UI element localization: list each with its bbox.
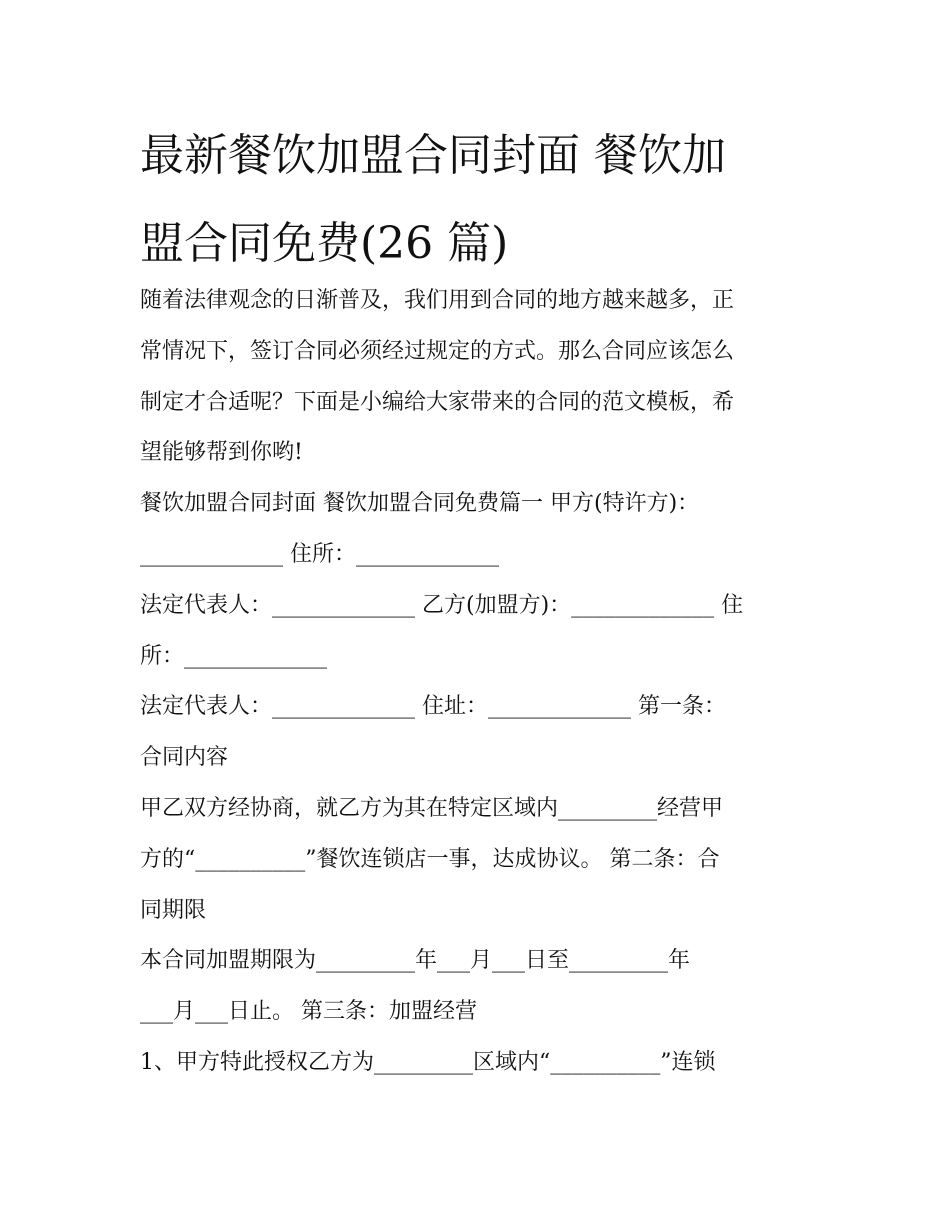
body-line-5: 餐饮加盟合同封面 餐饮加盟合同免费篇一 甲方(特许方)： <box>140 491 700 517</box>
document-title <box>140 112 820 288</box>
body-line-11: 甲乙双方经协商，就乙方为其在特定区域内_________经营甲 <box>140 795 724 821</box>
body-line-3: 制定才合适呢？下面是小编给大家带来的合同的范文模板，希 <box>140 389 735 415</box>
body-line-2: 常情况下，签订合同必须经过规定的方式。那么合同应该怎么 <box>140 338 735 364</box>
body-line-6: _____________ 住所：_____________ <box>140 541 499 567</box>
title-line-1: 最新餐饮加盟合同封面 餐饮加 <box>140 130 726 181</box>
body-line-14: 本合同加盟期限为_________年___月___日至_________年 <box>140 948 691 974</box>
body-line-13: 同期限 <box>140 897 207 923</box>
body-line-10: 合同内容 <box>140 745 229 771</box>
document-body <box>140 276 820 1089</box>
body-line-4: 望能够帮到你哟! <box>140 440 303 466</box>
body-line-1: 随着法律观念的日渐普及，我们用到合同的地方越来越多，正 <box>140 288 735 313</box>
body-line-12: 方的“__________”餐饮连锁店一事，达成协议。 第二条：合 <box>140 846 720 872</box>
body-line-9: 法定代表人：_____________ 住址：_____________ 第一条： <box>140 694 726 720</box>
body-line-8: 所：_____________ <box>140 643 328 669</box>
body-line-15: ___月___日止。 第三条：加盟经营 <box>140 999 477 1025</box>
body-line-16: 1、甲方特此授权乙方为_________区域内“__________”连锁 <box>140 1049 716 1075</box>
title-line-2: 盟合同免费(26 篇) <box>140 218 509 269</box>
body-line-7: 法定代表人：_____________ 乙方(加盟方)：_____________ 住 <box>140 592 744 618</box>
